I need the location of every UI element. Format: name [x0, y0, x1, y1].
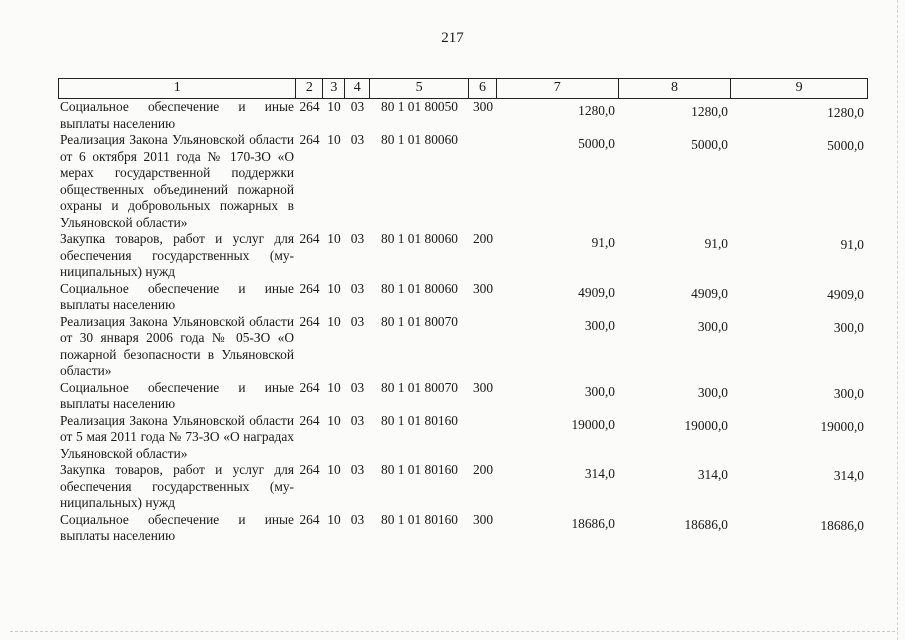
row-amount-col9: 300,0 [833, 385, 864, 401]
row-code-section: 10 [327, 132, 341, 147]
row-amount-col8: 19000,0 [684, 417, 728, 433]
row-code-expense-type: 300 [472, 280, 494, 296]
row-amount-col9: 5000,0 [827, 138, 864, 153]
row-amount-col9: 300,0 [833, 319, 864, 335]
row-code-target: 80 1 01 80160 [381, 412, 458, 428]
row-amount-col7: 314,0 [584, 466, 615, 481]
row-code-section: 10 [327, 99, 341, 114]
row-code-section: 10 [327, 462, 341, 477]
row-code-subsection: 03 [350, 412, 365, 428]
scan-edge-right [897, 0, 899, 640]
row-amount-col8: 91,0 [704, 236, 728, 251]
row-code-section: 10 [327, 379, 341, 395]
row-code-target: 80 1 01 80050 [381, 99, 458, 114]
row-code-ministry: 264 [299, 99, 320, 114]
row-name: Социальное обеспечение и иные выплаты населению [60, 99, 294, 131]
budget-table [58, 78, 868, 545]
row-code-target: 80 1 01 80070 [381, 379, 458, 395]
row-amount-col8: 4909,0 [691, 285, 728, 301]
row-code-ministry: 264 [299, 462, 320, 477]
row-code-expense-type: 300 [472, 379, 494, 395]
table-row [58, 314, 868, 380]
row-code-ministry: 264 [299, 379, 320, 395]
row-code-ministry: 264 [299, 313, 320, 329]
row-name: Социальное обеспечение и иные выплаты населению [60, 511, 294, 543]
row-code-target: 80 1 01 80060 [381, 132, 458, 147]
table-row [58, 99, 868, 132]
column-header-8: 8 [619, 79, 732, 98]
scan-edge-bottom [10, 631, 895, 634]
row-name: Реализация Закона Ульяновской области от 6 октября 2011 года № 170-ЗО «О мерах государственной поддержки общественных объединений пожарной охраны и добровольных пожарных в Ульяновской области» [60, 132, 294, 230]
row-code-target: 80 1 01 80160 [381, 462, 458, 477]
row-amount-col9: 19000,0 [820, 418, 864, 434]
row-amount-col8: 5000,0 [691, 137, 728, 152]
row-amount-col9: 4909,0 [827, 286, 864, 302]
row-code-ministry: 264 [299, 132, 320, 147]
row-amount-col7: 19000,0 [571, 416, 615, 432]
row-code-ministry: 264 [299, 231, 320, 246]
column-header-5: 5 [370, 79, 469, 98]
row-amount-col7: 300,0 [584, 383, 615, 399]
row-code-expense-type [469, 132, 497, 231]
row-amount-col7: 18686,0 [571, 515, 615, 531]
row-amount-col9: 1280,0 [827, 105, 864, 120]
column-header-4: 4 [345, 79, 370, 98]
row-code-ministry: 264 [299, 280, 320, 296]
row-code-expense-type [469, 314, 497, 380]
row-code-subsection: 03 [350, 132, 365, 147]
row-code-subsection: 03 [350, 99, 365, 114]
page-number: 217 [441, 30, 464, 46]
row-code-section: 10 [327, 313, 341, 329]
row-code-expense-type: 200 [472, 462, 494, 477]
row-name: Реализация Закона Ульяновской области от 5 мая 2011 года № 73-ЗО «О наградах Ульяновской области» [60, 412, 294, 461]
column-header-3: 3 [323, 79, 345, 98]
row-code-section: 10 [327, 511, 341, 527]
row-code-subsection: 03 [350, 379, 365, 395]
row-code-target: 80 1 01 80160 [381, 511, 458, 527]
column-header-row [58, 78, 868, 99]
row-code-section: 10 [327, 231, 341, 246]
column-header-6: 6 [469, 79, 497, 98]
table-row [58, 132, 868, 231]
row-amount-col8: 314,0 [697, 467, 728, 482]
row-code-ministry: 264 [299, 511, 320, 527]
column-header-9: 9 [795, 80, 803, 95]
column-header-2: 2 [296, 79, 323, 98]
column-header-1: 1 [59, 79, 296, 98]
row-amount-col7: 1280,0 [578, 103, 615, 118]
row-amount-col7: 300,0 [584, 317, 615, 333]
row-code-section: 10 [327, 280, 341, 296]
row-code-ministry: 264 [299, 412, 320, 428]
row-code-subsection: 03 [350, 231, 365, 246]
row-code-expense-type [469, 413, 497, 463]
table-row [58, 380, 868, 413]
row-code-target: 80 1 01 80060 [381, 231, 458, 246]
row-code-expense-type: 300 [472, 99, 494, 114]
row-code-target: 80 1 01 80060 [381, 280, 458, 296]
table-row [58, 462, 868, 512]
row-name: Реализация Закона Ульяновской области от 30 января 2006 года № 05-ЗО «О пожарной безопасности в Ульяновской области» [60, 313, 294, 378]
row-amount-col8: 300,0 [697, 318, 728, 334]
row-amount-col8: 1280,0 [691, 104, 728, 119]
row-name: Закупка товаров, работ и услуг для обеспечения государственных (муниципальных) нужд [60, 462, 294, 510]
column-header-7: 7 [497, 79, 619, 98]
table-body [58, 99, 868, 545]
row-amount-col8: 300,0 [697, 384, 728, 400]
table-row [58, 281, 868, 314]
row-amount-col8: 18686,0 [684, 516, 728, 532]
row-name: Социальное обеспечение и иные выплаты населению [60, 379, 294, 411]
row-amount-col7: 4909,0 [578, 284, 615, 300]
row-amount-col7: 5000,0 [578, 136, 615, 151]
row-code-subsection: 03 [350, 462, 365, 477]
row-code-expense-type: 200 [472, 231, 494, 246]
row-amount-col7: 91,0 [591, 235, 615, 250]
row-name: Социальное обеспечение и иные выплаты населению [60, 280, 294, 312]
row-code-target: 80 1 01 80070 [381, 313, 458, 329]
row-name: Закупка товаров, работ и услуг для обеспечения государственных (муниципальных) нужд [60, 231, 294, 279]
row-code-subsection: 03 [350, 313, 365, 329]
row-amount-col9: 91,0 [840, 237, 864, 252]
row-code-subsection: 03 [350, 511, 365, 527]
row-code-subsection: 03 [350, 280, 365, 296]
row-code-expense-type: 300 [472, 511, 494, 527]
row-amount-col9: 314,0 [833, 468, 864, 483]
table-row [58, 413, 868, 463]
row-code-section: 10 [327, 412, 341, 428]
table-row [58, 512, 868, 545]
table-row [58, 231, 868, 281]
row-amount-col9: 18686,0 [820, 517, 864, 533]
